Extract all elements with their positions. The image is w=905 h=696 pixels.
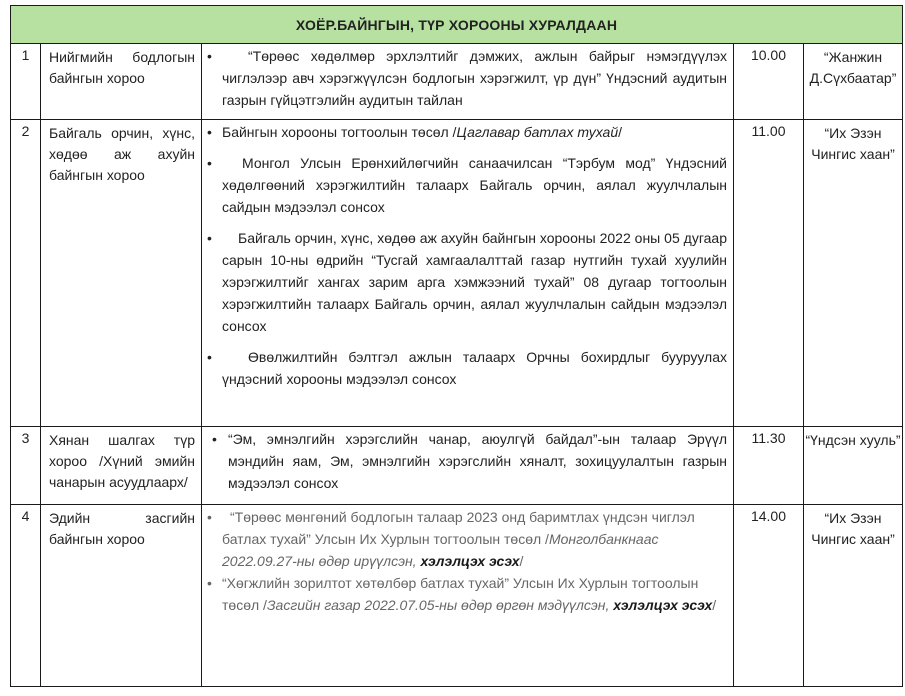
row-number: 4 <box>11 505 41 687</box>
time-cell: 11.30 <box>734 427 804 505</box>
table-row <box>11 505 903 687</box>
agenda-item <box>202 572 733 616</box>
bullet-icon: • <box>207 48 212 64</box>
agenda-item-text: “Хөгжлийн зорилтот хөтөлбөр батлах тухай” Улсын Их Хурлын тогтоолын төсөл /Засгийн газар 2022.07.05-ны өдөр өргөн мэдүүлсэн, хэлэлцэх эсэх/ <box>222 575 717 613</box>
room-cell: “Жанжин Д.Сүхбаатар” <box>804 44 903 120</box>
table-row <box>11 44 903 120</box>
committee-name: Хянан шалгах түр хороо /Хүний эмийн чанарын асуудлаарх/ <box>41 427 202 505</box>
row-number: 3 <box>11 427 41 505</box>
agenda-item-text: “Төрөөс мөнгөний бодлогын талаар 2023 онд баримтлах үндсэн чиглэл батлах тухай” Улсын Их Хурлын тогтоолын төсөл /Монголбанкнаас 2022.09.27-ны өдөр ирүүлсэн, хэлэлцэх эсэх/ <box>222 509 695 569</box>
agenda-cell <box>202 44 734 120</box>
bullet-icon: • <box>207 509 212 525</box>
agenda-cell <box>202 120 734 427</box>
agenda-item <box>202 120 733 143</box>
bullet-icon: • <box>207 155 212 171</box>
agenda-item-text: Байгаль орчин, хүнс, хөдөө аж ахуйн байнгын хорооны 2022 оны 05 дугаар сарын 10-ны өдрийн “Тусгай хамгаалалттай газар нутгийн тухай хуулийн хэрэгжилтийг хангах зарим арга хэмжээний тухай” 08 дугаар тогтоолын хэрэгжилтийн талаарх Байгаль орчин, аялал жуулчлалын сайдын мэдээлэл сонсох <box>222 230 727 334</box>
committee-name: Байгаль орчин, хүнс, хөдөө аж ахуйн байнгын хороо <box>41 120 202 427</box>
bullet-icon: • <box>207 230 212 246</box>
row-number: 1 <box>11 44 41 120</box>
agenda-item <box>202 346 733 390</box>
room-cell: “Үндсэн хууль” <box>804 427 903 505</box>
agenda-item-text: “Төрөөс хөдөлмөр эрхлэлтийг дэмжих, ажлын байрыг нэмэгдүүлэх чиглэлээр авч хэрэгжүүлсэн бодлогын хэрэгжилт, үр дүн” Үндэсний аудитын газрын гүйцэтгэлийн аудитын тайлан <box>222 48 727 108</box>
agenda-item-text: Өвөлжилтийн бэлтгэл ажлын талаарх Орчны бохирдлыг бууруулах үндэсний хорооны мэдээлэл сонсох <box>222 349 727 387</box>
bullet-icon: • <box>207 575 212 591</box>
agenda-item-text: “Эм, эмнэлгийн хэрэгслийн чанар, аюулгүй байдал”-ын талаар Эрүүл мэндийн яам, Эм, эмнэлгийн хэрэгслийн хяналт, зохицуулалтын газрын мэдээлэл сонсох <box>228 431 727 491</box>
agenda-item <box>202 427 733 494</box>
table-title: ХОЁР.БАЙНГЫН, ТҮР ХОРООНЫ ХУРАЛДААН <box>11 6 903 44</box>
agenda-item <box>202 44 733 111</box>
agenda-cell <box>202 427 734 505</box>
room-cell: “Их Эзэн Чингис хаан” <box>804 120 903 427</box>
room-cell: “Их Эзэн Чингис хаан” <box>804 505 903 687</box>
agenda-item <box>202 227 733 337</box>
time-cell: 11.00 <box>734 120 804 427</box>
table-row <box>11 120 903 427</box>
row-number: 2 <box>11 120 41 427</box>
agenda-item <box>202 505 733 572</box>
committee-name: Нийгмийн бодлогын байнгын хороо <box>41 44 202 120</box>
agenda-cell <box>202 505 734 687</box>
bullet-icon: • <box>207 349 212 365</box>
agenda-table <box>10 5 903 687</box>
time-cell: 10.00 <box>734 44 804 120</box>
committee-name: Эдийн засгийн байнгын хороо <box>41 505 202 687</box>
agenda-item <box>202 152 733 218</box>
time-cell: 14.00 <box>734 505 804 687</box>
bullet-icon: • <box>212 431 217 447</box>
agenda-item-text: Монгол Улсын Ерөнхийлөгчийн санаачилсан “Тэрбум мод” Үндэсний хөдөлгөөний хэрэгжилтийн талаарх Байгаль орчин, аялал жуулчлалын сайдын мэдээлэл сонсох <box>222 155 727 215</box>
table-row <box>11 427 903 505</box>
agenda-item-text: Байнгын хорооны тогтоолын төсөл /Цаглавар батлах тухай/ <box>222 124 623 140</box>
bullet-icon: • <box>207 124 212 140</box>
